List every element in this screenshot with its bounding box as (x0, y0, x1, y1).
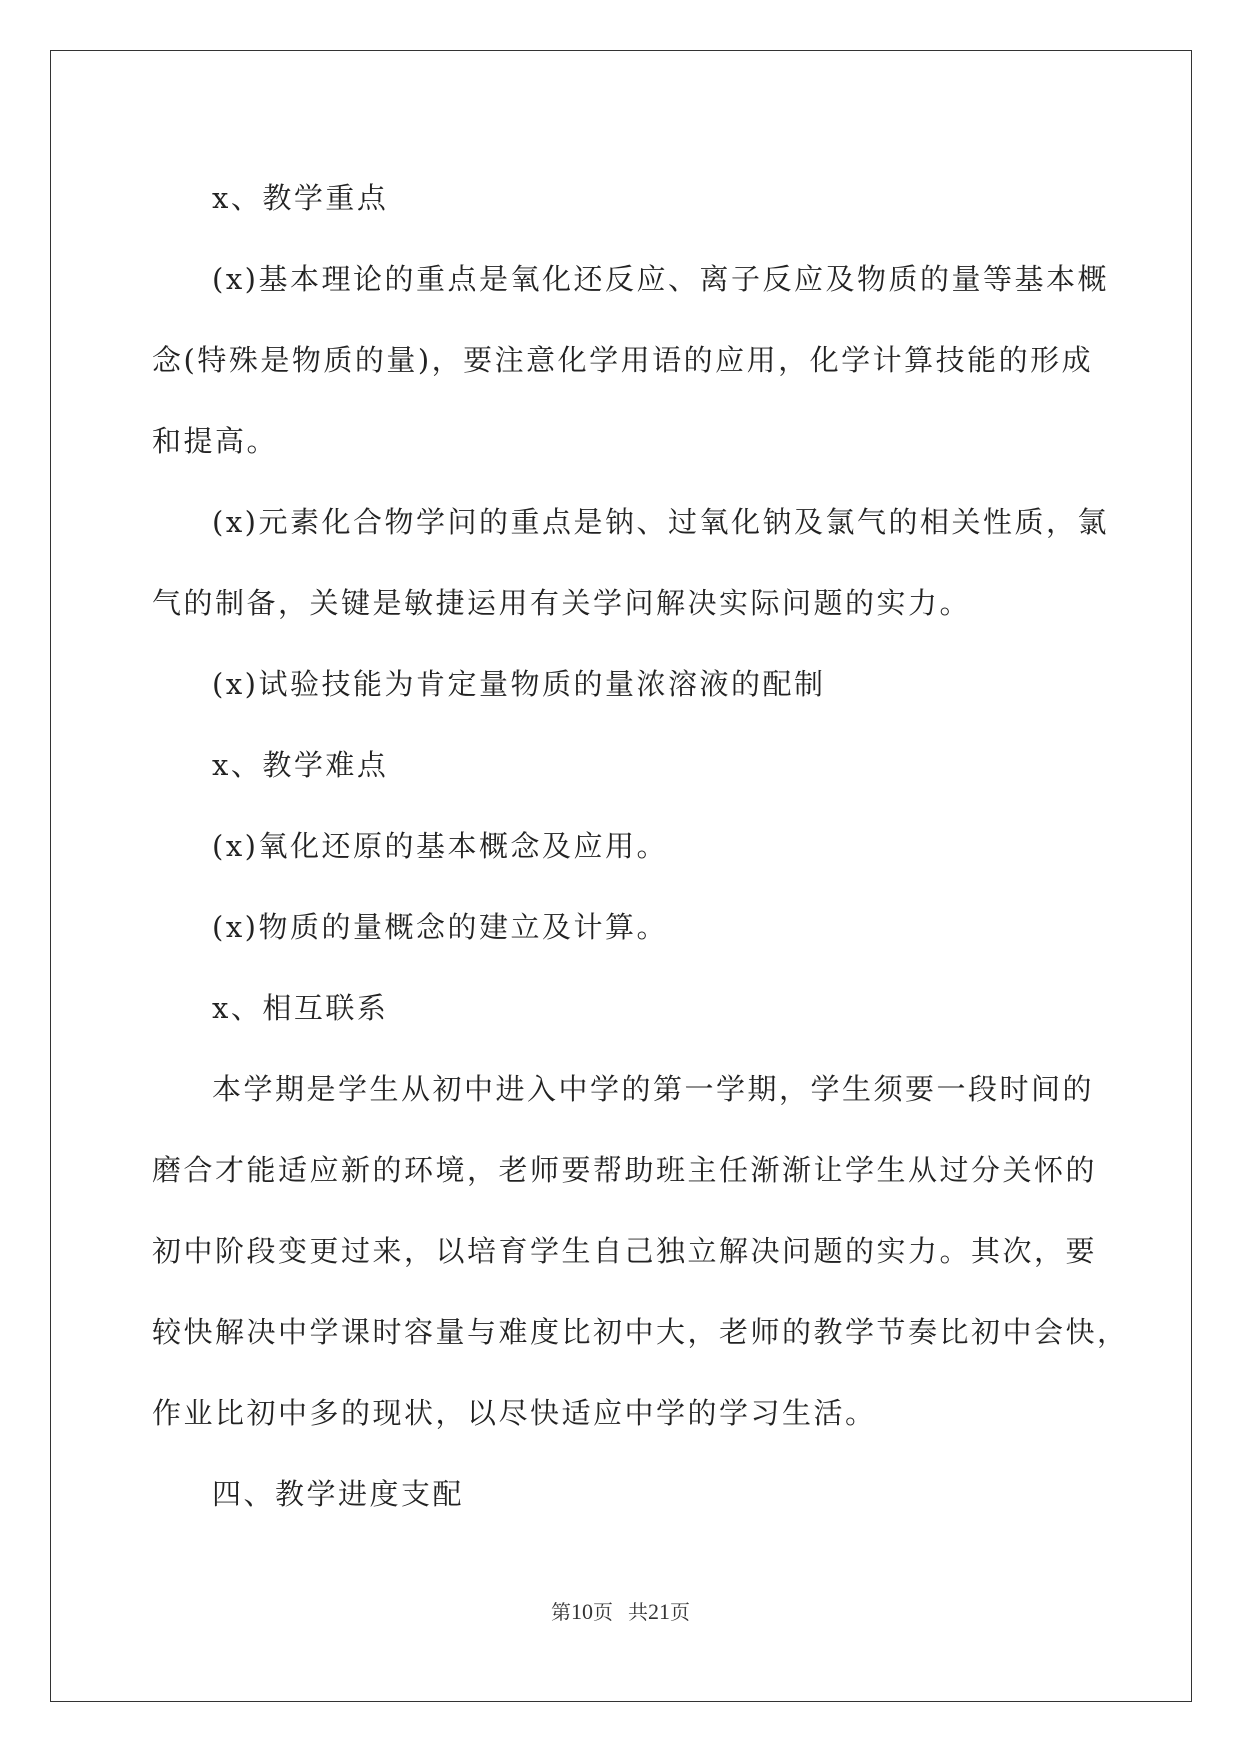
paragraph-line: (x)氧化还原的基本概念及应用。 (212, 829, 668, 863)
paragraph-line: 磨合才能适应新的环境，老师要帮助班主任渐渐让学生从过分关怀的 (152, 1153, 1098, 1187)
paragraph-line: (x)基本理论的重点是氧化还反应、离子反应及物质的量等基本概 (212, 262, 1109, 296)
paragraph-line: 初中阶段变更过来，以培育学生自己独立解决问题的实力。其次，要 (152, 1234, 1098, 1268)
paragraph-line: 气的制备，关键是敏捷运用有关学问解决实际问题的实力。 (152, 586, 972, 620)
paragraph-line: 作业比初中多的现状，以尽快适应中学的学习生活。 (152, 1396, 877, 1430)
total-prefix: 共 (628, 1602, 648, 1624)
heading-mutual-connection: x、相互联系 (212, 991, 389, 1025)
paragraph-line: 念(特殊是物质的量)，要注意化学用语的应用，化学计算技能的形成 (152, 343, 1094, 377)
paragraph-line: 和提高。 (152, 424, 279, 458)
total-pages: 21 (648, 1599, 670, 1624)
paragraph-line: (x)元素化合物学问的重点是钠、过氧化钠及氯气的相关性质，氯 (212, 505, 1109, 539)
heading-teaching-difficulties: x、教学难点 (212, 748, 389, 782)
page-prefix: 第 (551, 1602, 571, 1624)
page-suffix: 页 (593, 1602, 613, 1624)
total-suffix: 页 (670, 1602, 690, 1624)
heading-teaching-key-points: x、教学重点 (212, 181, 389, 215)
paragraph-line: 本学期是学生从初中进入中学的第一学期，学生须要一段时间的 (212, 1072, 1095, 1106)
page-footer (0, 1596, 1241, 1625)
paragraph-line: (x)物质的量概念的建立及计算。 (212, 910, 668, 944)
document-body (152, 158, 1129, 1535)
heading-teaching-schedule: 四、教学进度支配 (212, 1477, 465, 1511)
paragraph-line: (x)试验技能为肯定量物质的量浓溶液的配制 (212, 667, 826, 701)
page-number: 10 (571, 1599, 593, 1624)
paragraph-line: 较快解决中学课时容量与难度比初中大，老师的教学节奏比初中会快， (152, 1315, 1129, 1349)
